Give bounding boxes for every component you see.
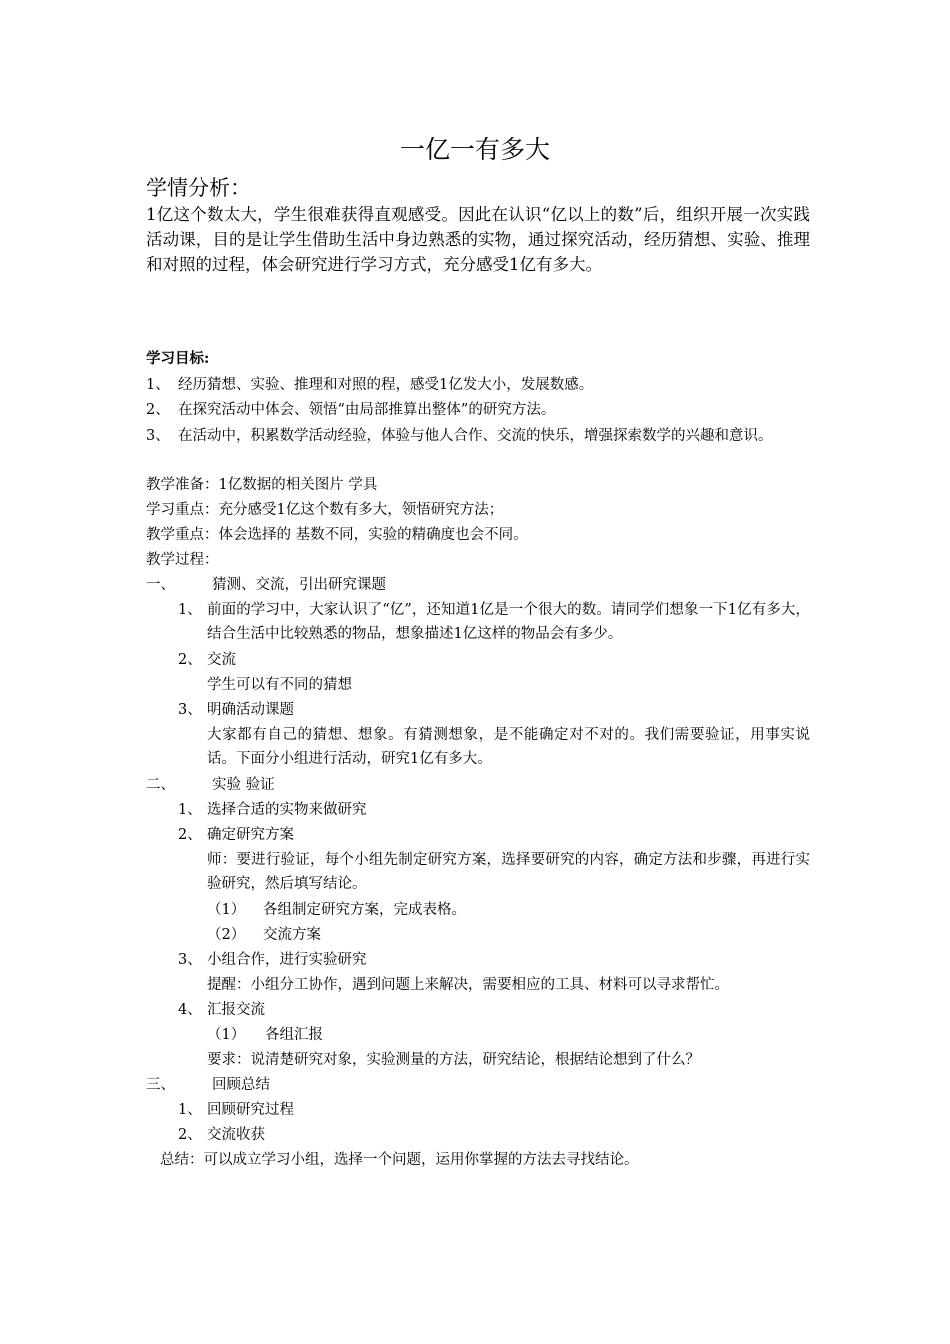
- s1-item-2-text: 交流: [207, 652, 236, 668]
- s2-item-1-text: 选择合适的实物来做研究: [207, 802, 367, 818]
- section-2-title: 实验 验证: [212, 777, 275, 793]
- s2-item-2-note: 师：要进行验证，每个小组先制定研究方案，选择要研究的内容，确定方法和步骤，再进行实验研究，然后填写结论。: [207, 852, 810, 892]
- s2-sub-1-text: 各组制定研究方案，完成表格。: [263, 902, 466, 918]
- s2-item-2-text: 确定研究方案: [207, 827, 294, 843]
- goal-3-num: 3、: [146, 428, 170, 444]
- section-3-title: 回顾总结: [212, 1077, 270, 1093]
- s3-item-2-text: 交流收获: [207, 1127, 265, 1143]
- s2-item-4-sub-num: （1）: [207, 1027, 246, 1043]
- process-heading: 教学过程：: [146, 552, 219, 568]
- s3-item-2-num: 2、: [178, 1127, 202, 1143]
- s1-item-1-text: 前面的学习中，大家认识了“亿”，还知道1亿是一个很大的数。请同学们想象一下1亿有多大，结合生活中比较熟悉的物品，想象描述1亿这样的物品会有多少。: [207, 602, 810, 642]
- teaching-prep: 教学准备：1亿数据的相关图片 学具: [146, 477, 378, 493]
- goal-1-num: 1、: [146, 377, 170, 393]
- analysis-body: 1亿这个数太大，学生很难获得直观感受。因此在认识“亿以上的数”后，组织开展一次实践活动课，目的是让学生借助生活中身边熟悉的实物，通过探究活动，经历猜想、实验、推理和对照的过程，体会研究进行学习方式，充分感受1亿有多大。: [146, 205, 810, 274]
- goal-1-text: 经历猜想、实验、推理和对照的程，感受1亿发大小，发展数感。: [178, 377, 594, 393]
- page-title: 一亿一有多大: [399, 135, 550, 164]
- s1-item-2-num: 2、: [178, 652, 202, 668]
- s2-item-4-num: 4、: [178, 1002, 202, 1018]
- goals-heading: 学习目标:: [146, 350, 210, 367]
- goal-2-text: 在探究活动中体会、领悟“由局部推算出整体”的研究方法。: [178, 402, 556, 418]
- section-2-num: 二、: [146, 777, 175, 793]
- s2-sub-1-num: （1）: [207, 902, 246, 918]
- learning-focus: 学习重点：充分感受1亿这个数有多大，领悟研究方法；: [146, 502, 504, 518]
- s2-item-3-note: 提醒：小组分工协作，遇到问题上来解决，需要相应的工具、材料可以寻求帮忙。: [207, 977, 729, 993]
- s2-item-4-sub-text: 各组汇报: [265, 1027, 323, 1043]
- section-1-title: 猜测、交流，引出研究课题: [212, 577, 386, 593]
- s1-item-2-note: 学生可以有不同的猜想: [207, 677, 352, 693]
- analysis-heading: 学情分析：: [146, 176, 251, 200]
- s2-item-3-num: 3、: [178, 952, 202, 968]
- s3-item-1-text: 回顾研究过程: [207, 1102, 294, 1118]
- s2-item-3-text: 小组合作，进行实验研究: [207, 952, 367, 968]
- s2-sub-2-num: （2）: [207, 927, 246, 943]
- s2-item-4-text: 汇报交流: [207, 1002, 265, 1018]
- goal-2-num: 2、: [146, 402, 170, 418]
- section-1-num: 一、: [146, 577, 175, 593]
- goal-3-text: 在活动中，积累数学活动经验，体验与他人合作、交流的快乐，增强探索数学的兴趣和意识。: [178, 428, 773, 444]
- s1-item-3-text: 明确活动课题: [207, 702, 294, 718]
- s1-item-3-num: 3、: [178, 702, 202, 718]
- s2-sub-2-text: 交流方案: [263, 927, 321, 943]
- s1-item-3-note: 大家都有自己的猜想、想象。有猜测想象，是不能确定对不对的。我们需要验证，用事实说话。下面分小组进行活动，研究1亿有多大。: [207, 727, 810, 767]
- section-3-num: 三、: [146, 1077, 175, 1093]
- s2-item-2-num: 2、: [178, 827, 202, 843]
- teaching-difficulty: 教学重点：体会选择的 基数不同，实验的精确度也会不同。: [146, 527, 528, 543]
- s1-item-1-num: 1、: [178, 602, 202, 618]
- summary: 总结：可以成立学习小组，选择一个问题，运用你掌握的方法去寻找结论。: [160, 1152, 639, 1168]
- s2-item-1-num: 1、: [178, 802, 202, 818]
- s2-item-4-note: 要求：说清楚研究对象，实验测量的方法，研究结论，根据结论想到了什么？: [207, 1052, 700, 1068]
- s3-item-1-num: 1、: [178, 1102, 202, 1118]
